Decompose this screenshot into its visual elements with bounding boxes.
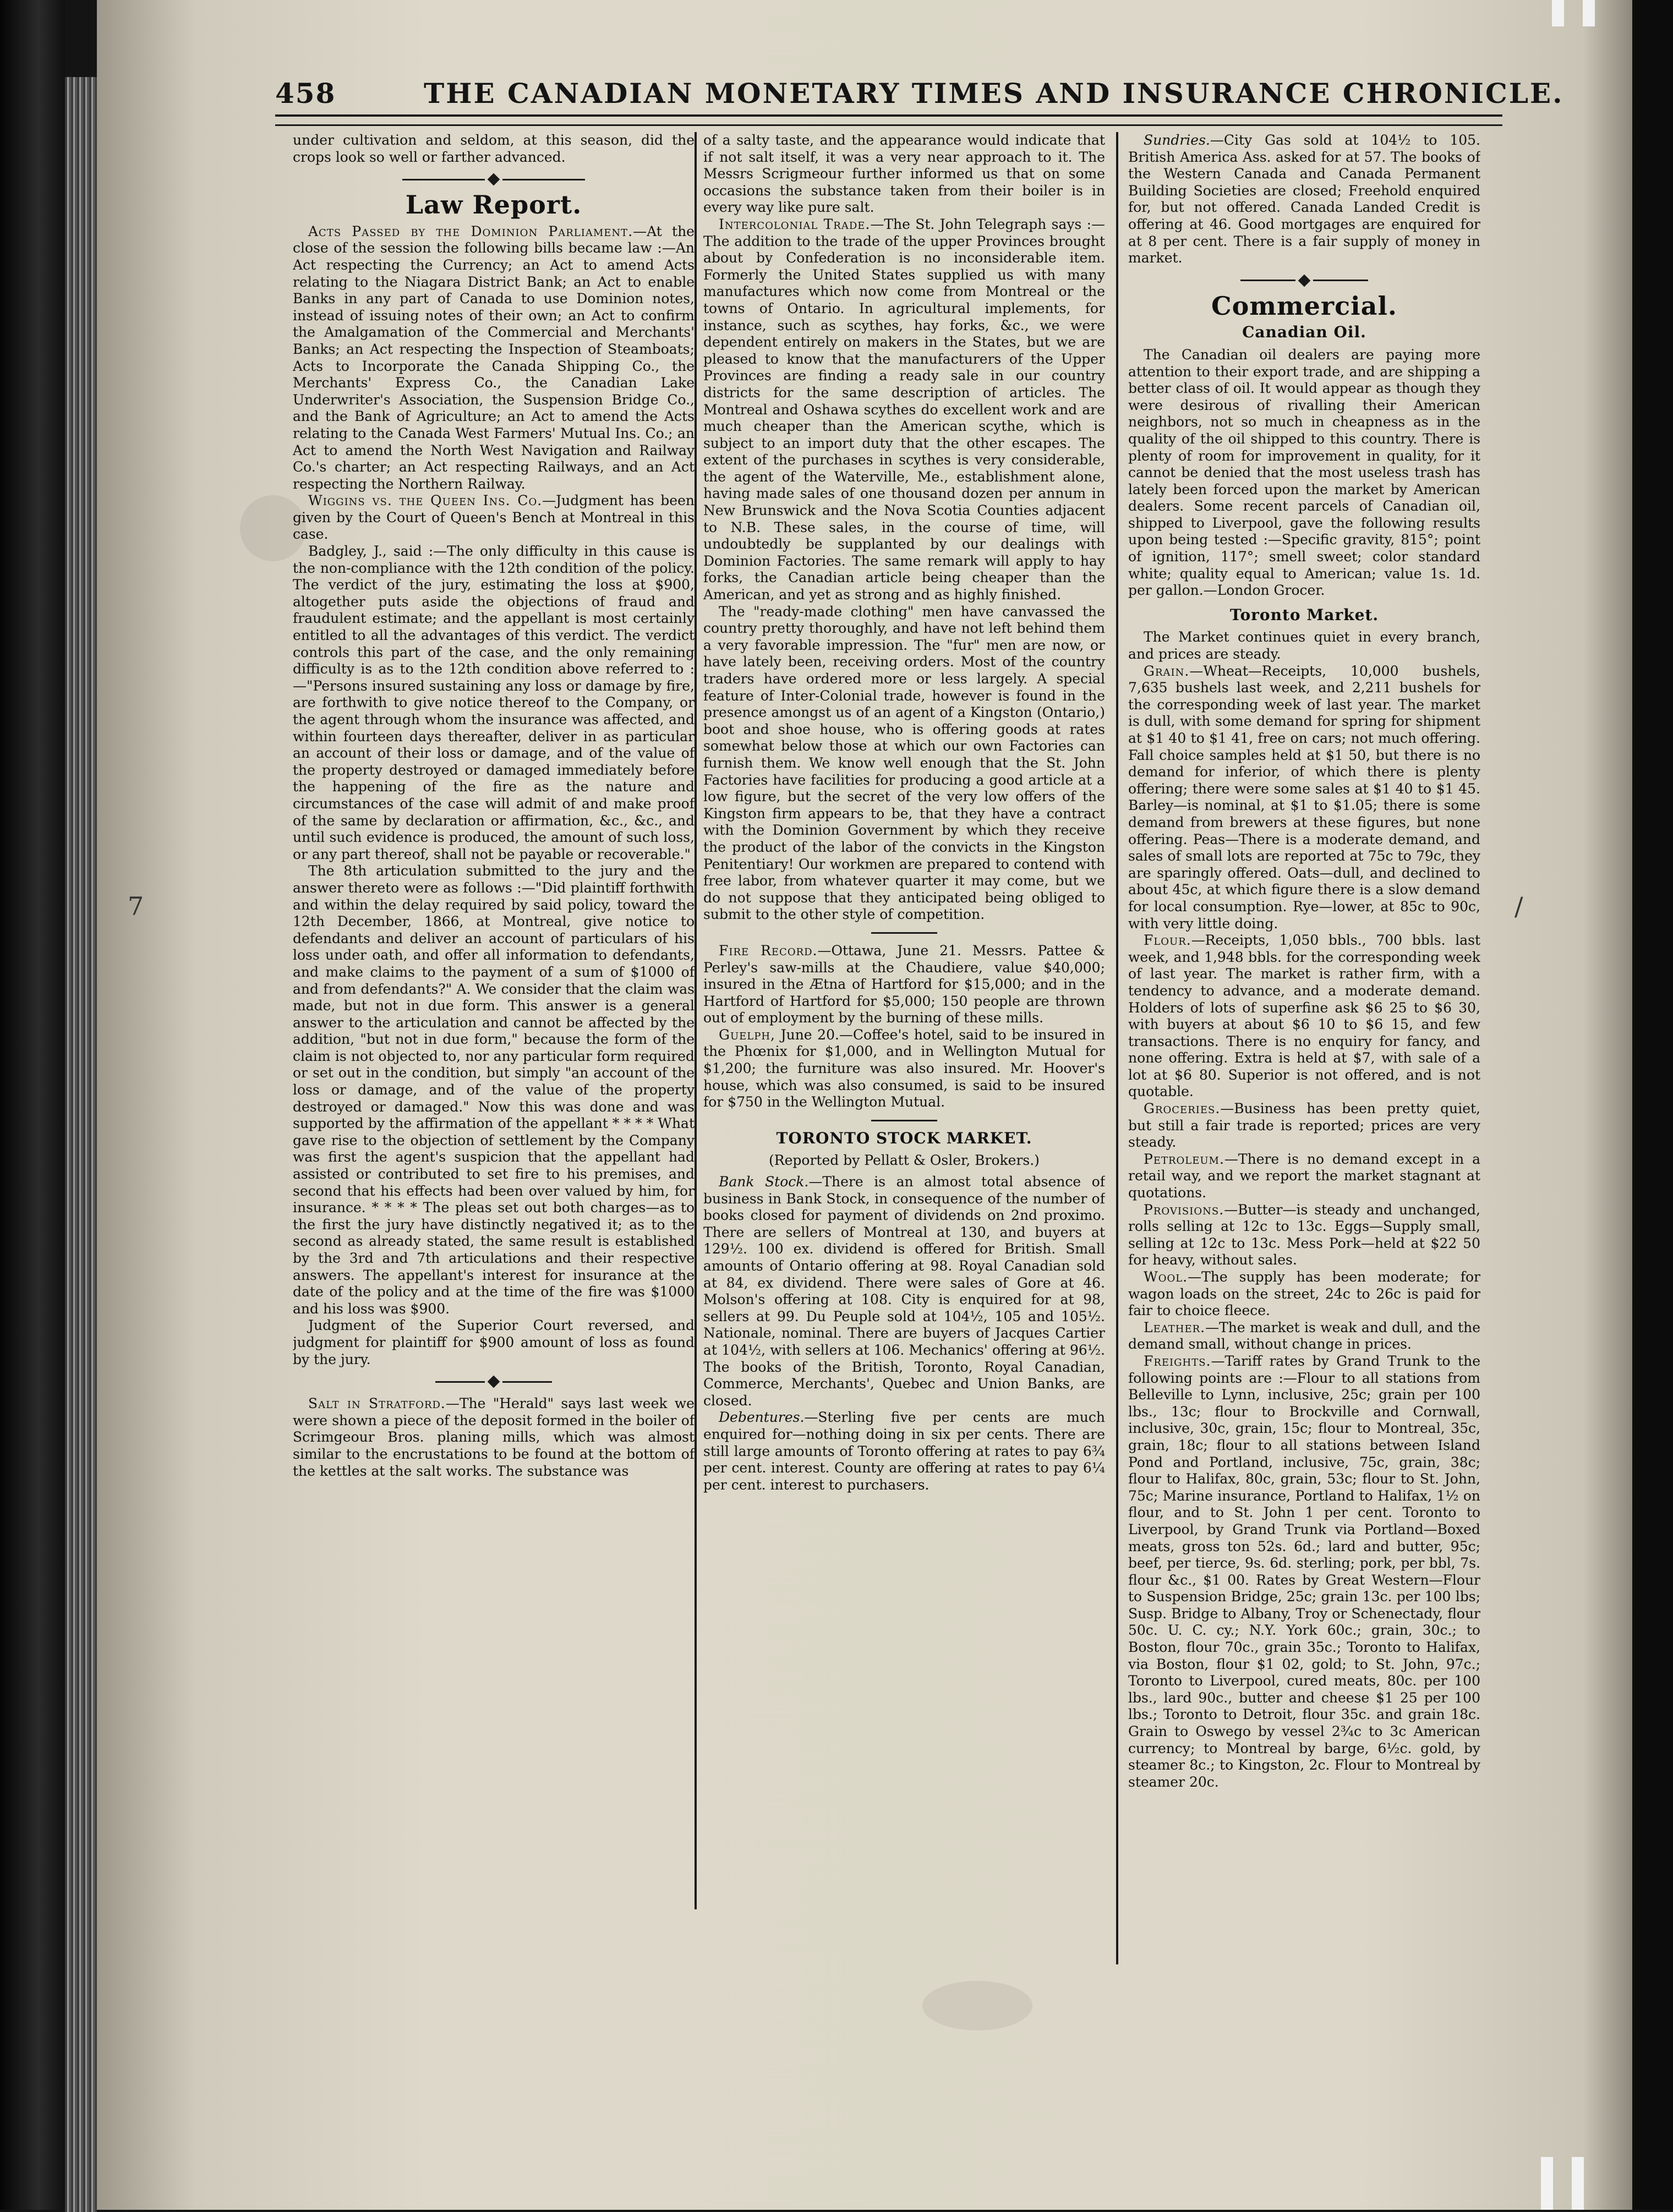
article-body: —The supply has been moderate; for wagon loads on the street, 24c to 26c is paid for fair to choice fleece. bbox=[1128, 1269, 1480, 1319]
section-heading-toronto-stock-market: TORONTO STOCK MARKET. bbox=[776, 1129, 1032, 1147]
ornament-divider bbox=[293, 170, 695, 189]
article-lead: Provisions. bbox=[1144, 1201, 1224, 1218]
column-rule bbox=[695, 132, 697, 1909]
ornament-divider bbox=[1128, 271, 1480, 290]
article-lead: Wool. bbox=[1144, 1269, 1188, 1285]
article-lead: Fire Record. bbox=[719, 942, 818, 959]
article-body: —Business has been pretty quiet, but still a fair trade is reported; prices are very steady. bbox=[1128, 1100, 1480, 1151]
ornament-divider bbox=[293, 1372, 695, 1391]
pencil-mark: / bbox=[1515, 891, 1523, 921]
paper-stain bbox=[922, 1981, 1032, 2030]
paragraph bbox=[703, 1027, 1105, 1111]
subheading-toronto-market: Toronto Market. bbox=[1229, 605, 1379, 624]
column-3 bbox=[1128, 132, 1480, 1986]
article-lead: Intercolonial Trade. bbox=[719, 216, 871, 232]
column-rule bbox=[1116, 132, 1118, 1964]
paragraph bbox=[1128, 663, 1480, 933]
article-body: —Ottawa, June 21. Messrs. Pattee & Perley's saw-mills at the Chaudiere, value $40,000; insured in the Ætna of Hartford for $15,000; and in the Hartford of Hartford for $5,000; 150 people are thrown out of employment by the burning of these mills. bbox=[703, 942, 1105, 1026]
article-lead: Salt in Stratford. bbox=[308, 1395, 446, 1412]
section-heading-commercial: Commercial. bbox=[1211, 291, 1397, 321]
article-lead: Wiggins vs. the Queen Ins. Co. bbox=[308, 492, 543, 509]
scan-edge-left bbox=[0, 0, 65, 2210]
header-rule bbox=[275, 114, 1502, 126]
scan-edge-right bbox=[1632, 0, 1673, 2210]
article-lead: Guelph, bbox=[719, 1026, 775, 1043]
article-lead: Bank Stock. bbox=[719, 1174, 809, 1190]
article-body: —The market is weak and dull, and the demand small, without change in prices. bbox=[1128, 1319, 1480, 1353]
scan-registration-marks-bottom bbox=[1541, 2157, 1584, 2210]
section-heading-law-report: Law Report. bbox=[405, 190, 582, 220]
article-body: —Tariff rates by Grand Trunk to the following points are :—Flour to all stations from Belleville to Lynn, inclusive, 25c; grain per 100 lbs., 13c; flour to Brockville and Cornwall, inclusive, 30c, grain, 15c; flour to Montreal, 35c, grain, 18c; flour to all stations between Island Pond and Portland, inclusive, 75c, grain, 38c; flour to Halifax, 80c, grain, 53c; flour to St. John, 75c; Marine insurance, Portland to Halifax, 1½ on flour, and to St. John 1 per cent. Toronto to Liverpool, by Grand Trunk via Portland—Boxed meats, gross ton 52s. 6d.; lard and butter, 95c; beef, per tierce, 9s. 6d. sterling; pork, per bbl, 7s. flour &c., $1 00. Rates by Great Western—Flour to Suspension Bridge, 25c; grain 13c. per 100 lbs; Susp. Bridge to Albany, Troy or Schenectady, flour 50c. U. C. cy.; N.Y. York 60c.; grain, 30c.; to Boston, flour 70c., grain 35c.; Toronto to Halifax, via Boston, flour $1 02, gold; to St. John, 97c.; Toronto to Liverpool, cured meats, 80c. per 100 lbs., lard 90c., butter and cheese $1 25 per 100 lbs.; Toronto to Detroit, flour 35c. and grain 18c. Grain to Oswego by vessel 2¾c to 3c American currency; to Montreal by barge, 6½c. gold, by steamer 8c.; to Kingston, 2c. Flour to Montreal by steamer 20c. bbox=[1128, 1353, 1480, 1790]
subheading-canadian-oil: Canadian Oil. bbox=[1242, 323, 1366, 342]
article-lead: Freights. bbox=[1144, 1353, 1211, 1369]
article-lead: Grain. bbox=[1144, 662, 1190, 679]
paragraph bbox=[1128, 1319, 1480, 1353]
paragraph bbox=[1128, 932, 1480, 1100]
paragraph bbox=[703, 1409, 1105, 1493]
paragraph bbox=[1128, 132, 1480, 267]
divider bbox=[871, 932, 937, 934]
article-lead: Petroleum. bbox=[1144, 1151, 1224, 1167]
divider bbox=[871, 1120, 937, 1121]
paragraph bbox=[293, 223, 695, 493]
paragraph bbox=[1128, 1202, 1480, 1269]
byline: (Reported by Pellatt & Osler, Brokers.) bbox=[769, 1152, 1040, 1169]
article-body: —There is an almost total absence of business in Bank Stock, in consequence of the number of books closed for payment of dividends on 2nd proximo. There are sellers of Montreal at 130, and buyers at 129½. 100 ex. dividend is offered for British. Small amounts of Ontario offering at 98. Royal Canadian sold at 84, ex dividend. There were sales of Gore at 46. Molson's offering at 108. City is enquired for at 98, sellers at 99. Du Peuple sold at 104½, 105 and 105½. Nationale, nominal. There are buyers of Jacques Cartier at 104½, with sellers at 106. Mechanics' offering at 96½. The books of the British, Toronto, Royal Canadian, Commerce, Merchants', Quebec and Union Banks, are closed. bbox=[703, 1174, 1105, 1409]
paragraph bbox=[1128, 1353, 1480, 1791]
page-header bbox=[275, 77, 1564, 116]
article-body: —The St. John Telegraph says :—The addition to the trade of the upper Provinces brought about by Confederation is no inconsiderable item. Formerly the United States supplied us with many manufactures which now come from Montreal or the towns of Ontario. In agricultural implements, for instance, such as scythes, hay forks, &c., we were dependent entirely on makers in the States, but we are pleased to know that the manufacturers of the Upper Provinces are finding a ready sale in our country districts for the same description of articles. The Montreal and Oshawa scythes do excellent work and are much cheaper than the American scythe, which is subject to an import duty that the other escapes. The extent of the purchases in scythes is very considerable, the agent of the Waterville, Me., establishment alone, having made sales of one thousand dozen per annum in New Brunswick and the Nova Scotia Counties adjacent to N.B. These sales, in the course of time, will undoubtedly be supplanted by our dealings with Dominion Factories. The same remark will apply to hay forks, the Canadian article being cheaper than the American, and yet as strong and as highly finished. bbox=[703, 216, 1105, 603]
article-body: —Sterling five per cents are much enquired for—nothing doing in six per cents. There are still large amounts of Toronto offering at rates to pay 6¾ per cent. interest. County are offering at rates to pay 6¼ per cent. interest to purchasers. bbox=[703, 1409, 1105, 1493]
article-body: June 20.—Coffee's hotel, said to be insured in the Phœnix for $1,000, and in Wellington Mutual for $1,200; the furniture was also insured. Mr. Hoover's house, which was also consumed, is said to be insured for $750 in the Wellington Mutual. bbox=[703, 1026, 1105, 1110]
scan-registration-marks-top bbox=[1552, 0, 1595, 26]
article-lead: Acts Passed by the Dominion Parliament. bbox=[308, 223, 633, 239]
article-body: —Judgment has been given by the Court of Queen's Bench at Montreal in this case. bbox=[293, 492, 695, 543]
article-lead: Debentures. bbox=[719, 1409, 805, 1426]
paragraph bbox=[1128, 1100, 1480, 1151]
article-lead: Leather. bbox=[1144, 1319, 1206, 1335]
article-body: —There is no demand except in a retail way, and we report the market stagnant at quotations. bbox=[1128, 1151, 1480, 1201]
paragraph: The Market continues quiet in every branch, and prices are steady. bbox=[1128, 629, 1480, 662]
article-lead: Sundries. bbox=[1144, 132, 1210, 148]
article-body: —Butter—is steady and unchanged, rolls selling at 12c to 13c. Eggs—Supply small, selling at 12c to 13c. Mess Pork—held at $22 50 for heavy, without sales. bbox=[1128, 1201, 1480, 1268]
article-lead: Flour. bbox=[1144, 932, 1191, 949]
paragraph bbox=[293, 1395, 695, 1480]
paragraph: under cultivation and seldom, at this season, did the crops look so well or farther advanced. bbox=[293, 132, 695, 165]
pencil-mark: 7 bbox=[128, 891, 144, 921]
paragraph: The Canadian oil dealers are paying more attention to their export trade, and are shipping a better class of oil. It would appear as though they were desirous of rivalling their American neighbors, not so much in cheapness as in the quality of the oil shipped to this country. There is plenty of room for improvement in quality, for it cannot be denied that the most useless trash has lately been forced upon the market by American dealers. Some recent parcels of Canadian oil, shipped to Liverpool, gave the following results upon being tested :—Specific gravity, 815°; point of ignition, 117°; smell sweet; color standard white; quality equal to American; value 1s. 1d. per gallon.—London Grocer. bbox=[1128, 346, 1480, 599]
paragraph: The "ready-made clothing" men have canvassed the country pretty thoroughly, and have not left behind them a very favorable impression. The "fur" men are now, or have lately been, receiving orders. Most of the country traders have ordered more or less largely. A special feature of Inter-Colonial trade, however is found in the presence amongst us of an agent of a Kingston (Ontario,) boot and shoe house, who is offering goods at rates somewhat below those at which our own Factories can furnish them. We know well enough that the St. John Factories have facilities for producing a good article at a low figure, but the secret of the very low offers of the Kingston firm appears to be, that they have a contract with the Dominion Government by which they receive the product of the labor of the convicts in the Kingston Penitentiary! Our workmen are prepared to contend with free labor, from whatever quarter it may come, but we do not suppose that they anticipated being obliged to submit to the other style of competition. bbox=[703, 603, 1105, 923]
paragraph bbox=[703, 1174, 1105, 1409]
paragraph: Badgley, J., said :—The only difficulty in this cause is the non-compliance with the 12th condition of the policy. The verdict of the jury, estimating the loss at $900, altogether puts aside the objections of fraud and fraudulent estimate; and the appellant is most certainly entitled to all the advantages of this verdict. The verdict controls this part of the case, and the only remaining difficulty is as to the 12th condition above referred to :—"Persons insured sustaining any loss or damage by fire, are forthwith to give notice thereof to the Company, or the agent through whom the insurance was affected, and within fourteen days thereafter, deliver in as particular an account of their loss or damage, and of the value of the property destroyed or damaged immediately before the happening of the fire as the nature and circumstances of the case will admit of and make proof of the same by declaration or affirmation, &c., &c., and until such evidence is produced, the amount of such loss, or any part thereof, shall not be payable or recoverable." bbox=[293, 543, 695, 862]
page-number: 458 bbox=[275, 77, 336, 109]
paragraph: The 8th articulation submitted to the jury and the answer thereto were as follows :—"Did plaintiff forthwith and within the delay required by said policy, toward the 12th December, 1866, at Montreal, give notice to defendants and deliver an account of particulars of his loss under oath, and offer all information to defendants, and make claims to the payment of a sum of $1000 of and from defendants?" A. We consider that the claim was made, but not in due form. This answer is a general answer to the articulation and cannot be affected by the addition, "but not in due form," because the form of the claim is not objected to, nor any particular form required or set out in the condition, but simply "an account of the loss or damage, and of the value of the property destroyed or damaged." Now this was done and was supported by the affirmation of the appellant * * * * What gave rise to the objection of settlement by the Company was first the agent's suspicion that the appellant had assisted or contributed to set fire to his premises, and second that his effects had been over valued by him, for insurance. * * * * The pleas set out both charges—as to the first the jury have distinctly negatived it; as to the second as already stated, the same result is established by the 3rd and 7th articulations and their respective answers. The appellant's interest for insurance at the date of the policy and at the time of the fire was $1000 and his loss was $900. bbox=[293, 863, 695, 1317]
paragraph bbox=[1128, 1151, 1480, 1202]
paragraph bbox=[703, 216, 1105, 604]
paragraph: Judgment of the Superior Court reversed, and judgment for plaintiff for $900 amount of loss as found by the jury. bbox=[293, 1317, 695, 1367]
paragraph bbox=[293, 492, 695, 543]
paragraph bbox=[1128, 1269, 1480, 1319]
column-2 bbox=[703, 132, 1105, 1937]
book-page-edges bbox=[65, 77, 97, 2212]
article-body: —At the close of the session the following bills became law :—An Act respecting the Currency; an Act to amend Acts relating to the Niagara District Bank; an Act to enable Banks in any part of Canada to use Dominion notes, instead of issuing notes of their own; an Act to confirm the Amalgamation of the Commercial and Merchants' Banks; an Act respecting the Inspection of Steamboats; Acts to Incorporate the Canada Shipping Co., the Merchants' Express Co., the Canadian Lake Underwriter's Association, the Suspension Bridge Co., and the Bank of Agriculture; an Act to amend the Acts relating to the Canada West Farmers' Mutual Ins. Co.; an Act to amend the North West Navigation and Railway Co.'s charter; an Act respecting Railways, and an Act respecting the Northern Railway. bbox=[293, 223, 695, 492]
paragraph bbox=[703, 943, 1105, 1027]
paragraph: of a salty taste, and the appearance would indicate that if not salt itself, it was a very near approach to it. The Messrs Scrigmeour further informed us that on some occasions the substance taken from their boiler is in every way like pure salt. bbox=[703, 132, 1105, 216]
article-body: —Wheat—Receipts, 10,000 bushels, 7,635 bushels last week, and 2,211 bushels for the corresponding week of last year. The market is dull, with some demand for spring for shipment at $1 40 to $1 41, free on cars; not much offering. Fall choice samples held at $1 50, but there is no demand for inferior, of which there is plenty offering; there were some sales at $1 40 to $1 45. Barley—is nominal, at $1 to $1.05; there is some demand from brewers at these figures, but none offering. Peas—There is a moderate demand, and sales of small lots are reported at 75c to 79c, they are sparingly offered. Oats—dull, and declined to about 45c, at which figure there is a slow demand for local consumption. Rye—lower, at 85c to 90c, with very little doing. bbox=[1128, 662, 1480, 932]
running-title: THE CANADIAN MONETARY TIMES AND INSURANCE CHRONICLE. bbox=[424, 77, 1564, 109]
article-body: —City Gas sold at 104½ to 105. British America Ass. asked for at 57. The books of the Western Canada and Canada Permanent Building Societies are closed; Freehold enquired for, but not offered. Canada Landed Credit is offering at 46. Good mortgages are enquired for at 8 per cent. There is a fair supply of money in market. bbox=[1128, 132, 1480, 266]
column-1 bbox=[293, 132, 695, 1915]
article-lead: Groceries. bbox=[1144, 1100, 1221, 1117]
article-body: —Receipts, 1,050 bbls., 700 bbls. last week, and 1,948 bbls. for the corresponding week of last year. The market is rather firm, with a tendency to advance, and a moderate demand. Holders of lots of superfine ask $6 25 to $6 30, with buyers at about $6 10 to $6 15, and few transactions. There is no enquiry for fancy, and none offering. Extra is held at $7, with sale of a lot at $6 80. Superior is not offered, and is not quotable. bbox=[1128, 932, 1480, 1100]
article-body: —The "Herald" says last week we were shown a piece of the deposit formed in the boiler of Scrimgeour Bros. planing mills, which was almost similar to the encrustations to be found at the bottom of the kettles at the salt works. The substance was bbox=[293, 1395, 695, 1479]
